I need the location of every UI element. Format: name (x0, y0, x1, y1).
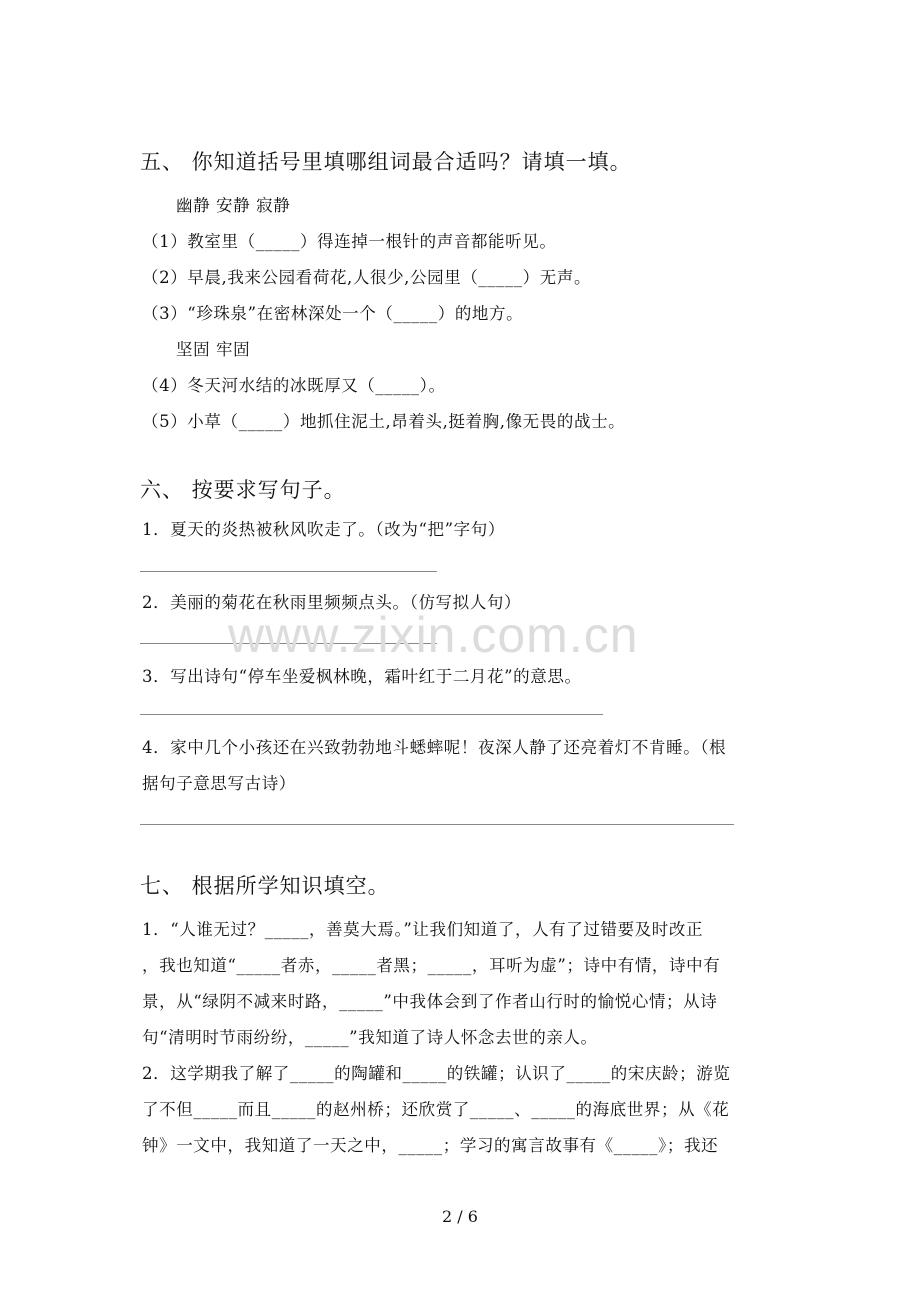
question-6-4-line-1: 4．家中几个小孩还在兴致勃勃地斗蟋蟀呢！夜深人静了还亮着灯不肯睡。（根 (142, 738, 727, 757)
page-number: 2 / 6 (442, 1207, 478, 1226)
fill-line-7-7: 钟》一文中，我知道了一天之中，_____；学习的寓言故事有《_____》；我还 (142, 1136, 719, 1155)
question-5-2: （2）早晨,我来公园看荷花,人很少,公园里（_____）无声。 (142, 268, 592, 287)
question-5-1: （1）教室里（_____）得连掉一根针的声音都能听见。 (142, 232, 557, 251)
word-group-1: 幽静 安静 寂静 (176, 196, 291, 215)
word-group-2: 坚固 牢固 (176, 340, 251, 359)
section-7-heading: 七、 根据所学知识填空。 (140, 874, 390, 898)
question-6-4-line-2: 据句子意思写古诗） (142, 774, 296, 793)
fill-line-7-4: 句“清明时节雨纷纷，_____”我知道了诗人怀念去世的亲人。 (142, 1028, 598, 1047)
answer-line-6-1 (140, 571, 437, 572)
question-6-2: 2．美丽的菊花在秋雨里频频点头。（仿写拟人句） (142, 593, 522, 612)
fill-line-7-1: 1．“人谁无过？_____，善莫大焉。”让我们知道了，人有了过错要及时改正 (142, 920, 704, 939)
answer-line-6-4 (140, 824, 734, 825)
question-6-3: 3．写出诗句“停车坐爱枫林晚，霜叶红于二月花”的意思。 (142, 667, 582, 686)
fill-line-7-3: 景，从“绿阴不减来时路，_____”中我体会到了作者山行时的愉悦心情；从诗 (142, 992, 718, 1011)
section-6-heading: 六、 按要求写句子。 (140, 478, 346, 502)
question-5-3: （3）“珍珠泉”在密林深处一个（_____）的地方。 (142, 304, 524, 323)
watermark: www.zixin.com.cn (228, 607, 639, 663)
section-5-heading: 五、 你知道括号里填哪组词最合适吗？请填一填。 (140, 150, 632, 174)
answer-line-6-3 (140, 714, 603, 715)
question-5-4: （4）冬天河水结的冰既厚又（_____）。 (142, 376, 446, 395)
fill-line-7-2: ，我也知道“_____者赤，_____者黑；_____，耳听为虚”；诗中有情，诗中有 (142, 956, 721, 975)
fill-line-7-5: 2．这学期我了解了_____的陶罐和_____的铁罐；认识了_____的宋庆龄；游览 (142, 1064, 731, 1083)
question-5-5: （5）小草（_____）地抓住泥土,昂着头,挺着胸,像无畏的战士。 (142, 412, 626, 431)
question-6-1: 1．夏天的炎热被秋风吹走了。（改为“把”字句） (142, 520, 505, 539)
fill-line-7-6: 了不但_____而且_____的赵州桥；还欣赏了_____、_____的海底世界；从《花 (142, 1100, 730, 1119)
